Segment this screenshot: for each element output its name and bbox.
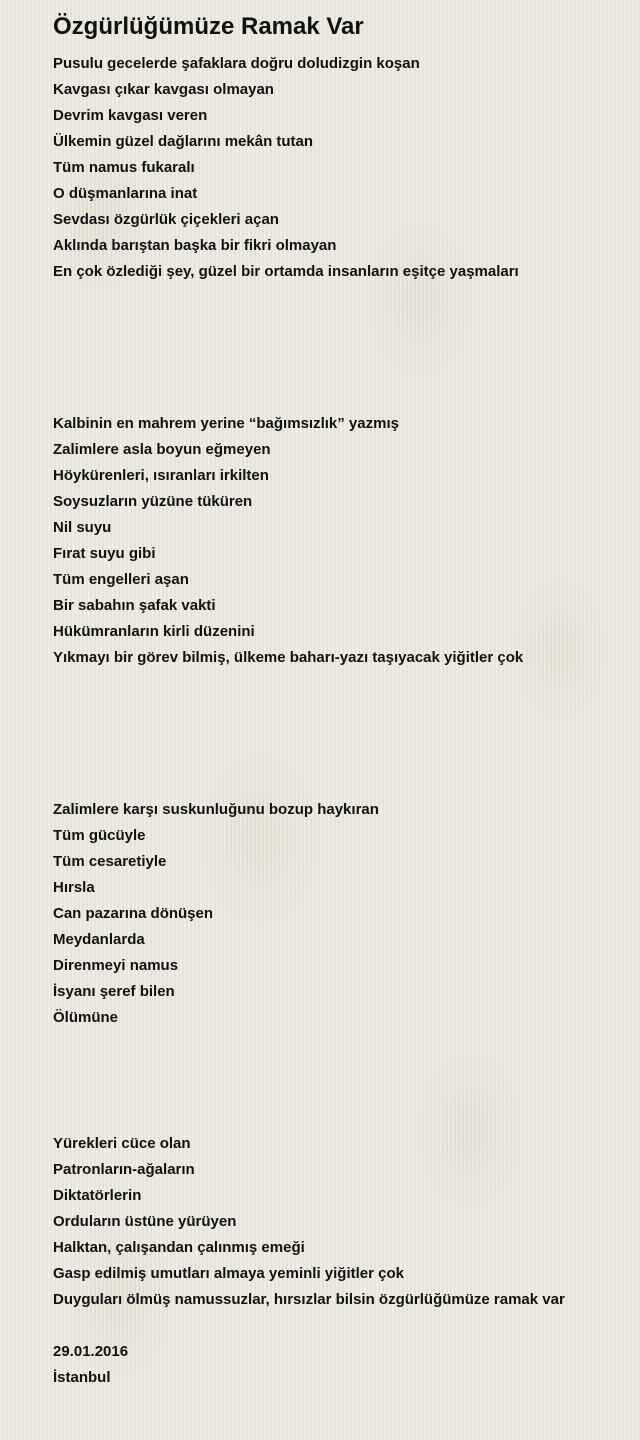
poem-line: Orduların üstüne yürüyen bbox=[53, 1213, 237, 1230]
poem-place: İstanbul bbox=[53, 1369, 111, 1386]
stanza-3 bbox=[53, 797, 379, 1031]
poem-line: Zalimlere asla boyun eğmeyen bbox=[53, 441, 271, 458]
poem-line: Tüm engelleri aşan bbox=[53, 571, 189, 588]
poem-line: Tüm gücüyle bbox=[53, 827, 146, 844]
poem-line: Diktatörlerin bbox=[53, 1187, 142, 1204]
poem-line: Bir sabahın şafak vakti bbox=[53, 597, 216, 614]
poem-line: Ölümüne bbox=[53, 1009, 119, 1026]
poem-line: Hükümranların kirli düzenini bbox=[53, 623, 255, 640]
poem-line: Aklında barıştan başka bir fikri olmayan bbox=[53, 237, 337, 254]
poem-line: Yıkmayı bir görev bilmiş, ülkeme baharı-yazı taşıyacak yiğitler çok bbox=[53, 649, 524, 666]
poem-line: Pusulu gecelerde şafaklara doğru doludizgin koşan bbox=[53, 55, 420, 72]
poem-line: Direnmeyi namus bbox=[53, 957, 179, 974]
poem-line: En çok özlediği şey, güzel bir ortamda insanların eşitçe yaşmaları bbox=[53, 263, 519, 280]
poem-line: Devrim kavgası veren bbox=[53, 107, 208, 124]
poem-line: Can pazarına dönüşen bbox=[53, 905, 214, 922]
signature-block bbox=[53, 1339, 128, 1391]
poem-line: Halktan, çalışandan çalınmış emeği bbox=[53, 1239, 305, 1256]
poem-line: Hırsla bbox=[53, 879, 95, 896]
stanza-1 bbox=[53, 51, 519, 285]
poem-line: Zalimlere karşı suskunluğunu bozup haykıran bbox=[53, 801, 379, 818]
poem-line: İsyanı şeref bilen bbox=[53, 983, 175, 1000]
poem-line: Kavgası çıkar kavgası olmayan bbox=[53, 81, 274, 98]
poem-line: Tüm namus fukaralı bbox=[53, 159, 195, 176]
stanza-4 bbox=[53, 1131, 565, 1313]
poem-line: Höykürenleri, ısıranları irkilten bbox=[53, 467, 269, 484]
poem-line: Kalbinin en mahrem yerine “bağımsızlık” yazmış bbox=[53, 415, 399, 432]
poem-line: Tüm cesaretiyle bbox=[53, 853, 167, 870]
poem-line: Sevdası özgürlük çiçekleri açan bbox=[53, 211, 279, 228]
poem-line: Gasp edilmiş umutları almaya yeminli yiğitler çok bbox=[53, 1265, 404, 1282]
poem-line: Soysuzların yüzüne tüküren bbox=[53, 493, 253, 510]
poem-line: Nil suyu bbox=[53, 519, 112, 536]
poem-line: Duyguları ölmüş namussuzlar, hırsızlar bilsin özgürlüğümüze ramak var bbox=[53, 1291, 565, 1308]
poem-line: Fırat suyu gibi bbox=[53, 545, 156, 562]
poem-line: Ülkemin güzel dağlarını mekân tutan bbox=[53, 133, 314, 150]
poem-line: Patronların-ağaların bbox=[53, 1161, 195, 1178]
poem-date: 29.01.2016 bbox=[53, 1343, 129, 1360]
poem-line: Yürekleri cüce olan bbox=[53, 1135, 191, 1152]
poem-title: Özgürlüğümüze Ramak Var bbox=[53, 13, 364, 40]
poem-line: Meydanlarda bbox=[53, 931, 145, 948]
stanza-2 bbox=[53, 411, 523, 671]
poem-line: O düşmanlarına inat bbox=[53, 185, 198, 202]
